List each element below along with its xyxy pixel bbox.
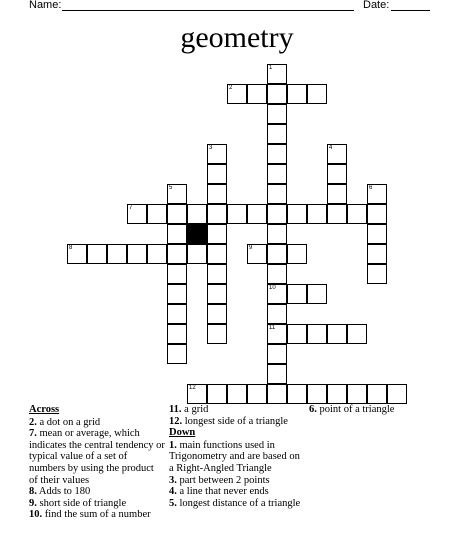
grid-block [187, 224, 207, 244]
grid-cell[interactable] [267, 124, 287, 144]
grid-cell[interactable] [267, 224, 287, 244]
cell-number: 11 [269, 325, 276, 331]
page-title: geometry [180, 21, 294, 54]
grid-cell[interactable] [267, 244, 287, 264]
grid-cell[interactable] [147, 244, 167, 264]
grid-cell[interactable] [207, 264, 227, 284]
clue-number: 1. [169, 439, 177, 451]
grid-cell[interactable] [167, 304, 187, 324]
grid-cell[interactable] [87, 244, 107, 264]
clue [169, 486, 303, 498]
grid-cell[interactable] [307, 324, 327, 344]
clues-across-col1 [29, 404, 165, 521]
grid-cell[interactable] [207, 324, 227, 344]
grid-cell[interactable] [167, 244, 187, 264]
clue [169, 440, 303, 475]
grid-cell[interactable] [187, 204, 207, 224]
clue-number: 4. [169, 486, 177, 498]
grid-cell[interactable] [347, 204, 367, 224]
grid-cell[interactable] [307, 204, 327, 224]
grid-cell[interactable] [347, 324, 367, 344]
grid-cell[interactable] [167, 264, 187, 284]
grid-cell[interactable] [367, 264, 387, 284]
cell-number: 9 [249, 245, 253, 251]
clue-text: part between 2 points [176, 474, 270, 486]
grid-cell[interactable] [267, 104, 287, 124]
clue [29, 417, 165, 429]
grid-cell[interactable] [267, 284, 287, 304]
clue-text: main functions used in Trigonometry and are based on a Right-Angled Triangle [169, 439, 300, 474]
clue-number: 6. [309, 404, 317, 415]
grid-cell[interactable] [327, 164, 347, 184]
grid-cell[interactable] [367, 244, 387, 264]
grid-cell[interactable] [327, 204, 347, 224]
grid-cell[interactable] [327, 384, 347, 404]
grid-cell[interactable] [367, 184, 387, 204]
clue-text: longest distance of a triangle [176, 497, 301, 509]
name-label: Name: [29, 0, 62, 11]
clue-number: 8. [29, 486, 37, 498]
grid-cell[interactable] [147, 204, 167, 224]
grid-cell[interactable] [307, 84, 327, 104]
clue-number: 12. [169, 415, 183, 427]
clue-text: longest side of a triangle [182, 415, 288, 427]
grid-cell[interactable] [327, 324, 347, 344]
clue-text: mean or average, which indicates the central tendency or typical value of a set of numbers by using the product of their values [29, 428, 165, 486]
grid-cell[interactable] [267, 84, 287, 104]
down-clue-list [169, 440, 303, 510]
cell-number: 6 [369, 185, 373, 191]
grid-cell[interactable] [267, 344, 287, 364]
grid-cell[interactable] [167, 284, 187, 304]
cell-number: 12 [189, 385, 196, 391]
clue-number: 5. [169, 497, 177, 509]
grid-cell[interactable] [287, 384, 307, 404]
grid-cell[interactable] [267, 64, 287, 84]
grid-cell[interactable] [207, 384, 227, 404]
clue [169, 498, 303, 510]
clue [169, 475, 303, 487]
clue-text: Adds to 180 [36, 486, 91, 498]
grid-cell[interactable] [207, 144, 227, 164]
grid-cell[interactable] [287, 284, 307, 304]
grid-cell[interactable] [127, 204, 147, 224]
down-heading: Down [169, 427, 196, 439]
grid-cell[interactable] [287, 204, 307, 224]
clue-number: 9. [29, 497, 37, 509]
grid-cell[interactable] [207, 184, 227, 204]
grid-cell[interactable] [267, 324, 287, 344]
cell-number: 3 [209, 145, 213, 151]
across-clue-list [29, 417, 165, 521]
grid-cell[interactable] [207, 204, 227, 224]
grid-cell[interactable] [387, 384, 407, 404]
grid-cell[interactable] [247, 84, 267, 104]
across-clue-list-col3 [309, 404, 449, 416]
grid-cell[interactable] [267, 304, 287, 324]
grid-cell[interactable] [267, 204, 287, 224]
across-clue-list-cont [169, 404, 303, 427]
grid-cell[interactable] [327, 144, 347, 164]
clue-text: short side of triangle [36, 497, 127, 509]
clue-number: 7. [29, 428, 37, 440]
grid-cell[interactable] [67, 244, 87, 264]
clue-text: point of a triangle [316, 404, 395, 415]
clue [29, 498, 165, 510]
grid-cell[interactable] [247, 204, 267, 224]
grid-cell[interactable] [187, 384, 207, 404]
across-heading: Across [29, 404, 60, 415]
grid-cell[interactable] [367, 204, 387, 224]
grid-cell[interactable] [287, 84, 307, 104]
clue [169, 416, 303, 428]
grid-cell[interactable] [207, 224, 227, 244]
grid-cell[interactable] [167, 344, 187, 364]
grid-cell[interactable] [167, 324, 187, 344]
grid-cell[interactable] [267, 384, 287, 404]
cell-number: 4 [329, 145, 333, 151]
clue [29, 486, 165, 498]
grid-cell[interactable] [167, 224, 187, 244]
grid-cell[interactable] [167, 204, 187, 224]
grid-cell[interactable] [227, 204, 247, 224]
grid-cell[interactable] [267, 164, 287, 184]
grid-cell[interactable] [367, 384, 387, 404]
grid-cell[interactable] [107, 244, 127, 264]
grid-cell[interactable] [267, 264, 287, 284]
clues-col3 [309, 404, 449, 416]
grid-cell[interactable] [187, 244, 207, 264]
clue-text: a grid [181, 404, 209, 415]
grid-cell[interactable] [247, 384, 267, 404]
grid-cell[interactable] [227, 84, 247, 104]
clue [169, 404, 303, 416]
grid-cell[interactable] [347, 384, 367, 404]
clue-number: 2. [29, 416, 37, 428]
clue [29, 509, 165, 521]
grid-cell[interactable] [307, 384, 327, 404]
cell-number: 1 [269, 65, 273, 71]
clue [309, 404, 449, 416]
grid-cell[interactable] [287, 244, 307, 264]
grid-cell[interactable] [207, 244, 227, 264]
grid-cell[interactable] [267, 144, 287, 164]
grid-cell[interactable] [127, 244, 147, 264]
clue [29, 428, 165, 486]
grid-cell[interactable] [227, 384, 247, 404]
grid-cell[interactable] [167, 184, 187, 204]
grid-cell[interactable] [207, 164, 227, 184]
grid-cell[interactable] [267, 184, 287, 204]
grid-cell[interactable] [367, 224, 387, 244]
grid-cell[interactable] [287, 324, 307, 344]
cell-number: 2 [229, 85, 233, 91]
grid-cell[interactable] [207, 304, 227, 324]
grid-cell[interactable] [307, 284, 327, 304]
clue-number: 10. [29, 509, 43, 521]
cell-number: 5 [169, 185, 173, 191]
clue-number: 11. [169, 404, 182, 415]
clues-col2 [169, 404, 303, 509]
clue-text: a line that never ends [176, 486, 269, 498]
cell-number: 8 [69, 245, 73, 251]
grid-cell[interactable] [267, 364, 287, 384]
clue-text: a dot on a grid [36, 416, 101, 428]
cell-number: 7 [129, 205, 133, 211]
date-label: Date: [363, 0, 390, 11]
clue-number: 3. [169, 474, 177, 486]
grid-cell[interactable] [207, 284, 227, 304]
grid-cell[interactable] [327, 184, 347, 204]
cell-number: 10 [269, 285, 276, 291]
grid-cell[interactable] [247, 244, 267, 264]
clue-text: find the sum of a number [42, 509, 151, 521]
